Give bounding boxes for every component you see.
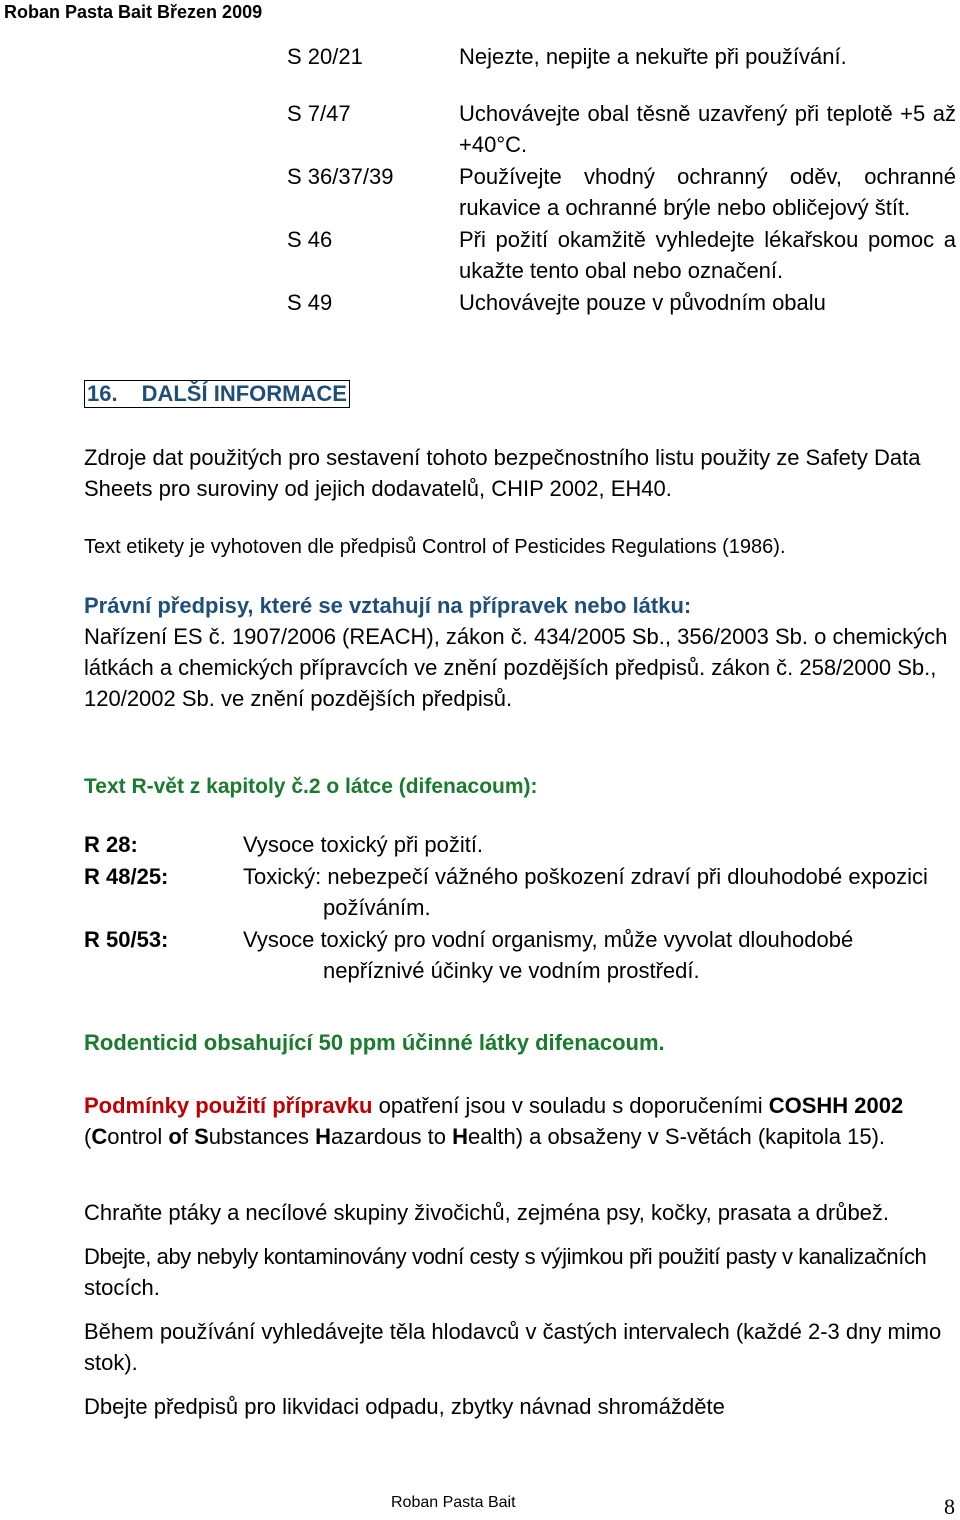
rodenticide-statement: Rodenticid obsahující 50 ppm účinné látky difenacoum.: [84, 1030, 665, 1055]
r-phrase-code: R 50/53:: [84, 927, 169, 952]
page-footer: Roban Pasta Bait: [391, 1494, 516, 1511]
text-fragment: azardous to: [331, 1124, 453, 1149]
s-phrase-text: +40°C.: [459, 132, 528, 157]
r-phrase-text: Toxický: nebezpečí vážného poškození zdraví při dlouhodobé expozici: [243, 864, 928, 889]
r-phrase-code: R 28:: [84, 832, 138, 857]
section-number: 16.: [87, 381, 118, 406]
s-phrase-code: S 20/21: [287, 44, 363, 69]
sources-line: Zdroje dat použitých pro sestavení tohoto bezpečnostního listu použity ze Safety Data: [84, 445, 921, 470]
conditions-text: opatření jsou v souladu s doporučeními: [372, 1093, 769, 1118]
s-phrase-text: rukavice a ochranné brýle nebo obličejový štít.: [459, 195, 911, 220]
text-fragment: ontrol: [107, 1124, 169, 1149]
text-fragment: H: [452, 1124, 469, 1149]
text-fragment: (: [84, 1124, 92, 1149]
legal-line: 120/2002 Sb. ve znění pozdějších předpisů.: [84, 686, 513, 711]
note-paragraph: Dbejte, aby nebyly kontaminovány vodní cesty s výjimkou při použití pasty v kanalizačních: [84, 1244, 927, 1269]
s-phrase-text: Při požití okamžitě vyhledejte lékařskou pomoc a: [459, 227, 956, 252]
r-phrase-text: požíváním.: [323, 895, 431, 920]
s-phrase-text: Uchovávejte obal těsně uzavřený při teplotě +5 až: [459, 101, 956, 126]
s-phrase-text: ukažte tento obal nebo označení.: [459, 258, 784, 283]
note-paragraph: Během používání vyhledávejte těla hlodavců v častých intervalech (každé 2-3 dny mimo: [84, 1319, 942, 1344]
note-paragraph: stocích.: [84, 1275, 160, 1300]
section-title-text: DALŠÍ INFORMACE: [141, 381, 347, 406]
s-phrase-text: Nejezte, nepijte a nekuřte při používání.: [459, 44, 847, 69]
text-fragment: H: [315, 1124, 332, 1149]
legal-line: látkách a chemických přípravcích ve znění pozdějších předpisů. zákon č. 258/2000 Sb.,: [84, 655, 937, 680]
s-phrase-text: Používejte vhodný ochranný oděv, ochranné: [459, 164, 956, 189]
section-title: [84, 380, 350, 408]
conditions-label: Podmínky použití přípravku: [84, 1093, 373, 1118]
label-text-paragraph: Text etikety je vyhotoven dle předpisů Control of Pesticides Regulations (1986).: [84, 536, 786, 558]
text-fragment: ubstances: [208, 1124, 316, 1149]
conditions-paragraph: [84, 1093, 903, 1119]
note-paragraph: Chraňte ptáky a necílové skupiny živočichů, zejména psy, kočky, prasata a drůbež.: [84, 1200, 890, 1225]
r-phrase-code: R 48/25:: [84, 864, 169, 889]
r-phrase-text: Vysoce toxický při požití.: [243, 832, 484, 857]
legal-heading: Právní předpisy, které se vztahují na přípravek nebo látku:: [84, 593, 692, 618]
r-phrase-text: Vysoce toxický pro vodní organismy, může vyvolat dlouhodobé: [243, 927, 854, 952]
note-paragraph: stok).: [84, 1350, 138, 1375]
s-phrase-code: S 46: [287, 227, 333, 252]
s-phrase-code: S 36/37/39: [287, 164, 394, 189]
text-fragment: S: [194, 1124, 209, 1149]
s-phrase-code: S 49: [287, 290, 333, 315]
coshh-reference: COSHH 2002: [768, 1093, 904, 1118]
text-fragment: o: [168, 1124, 182, 1149]
note-paragraph: Dbejte předpisů pro likvidaci odpadu, zbytky návnad shromážděte: [84, 1394, 725, 1419]
text-fragment: C: [91, 1124, 108, 1149]
page-number: 8: [944, 1494, 955, 1519]
r-phrase-text: nepříznivé účinky ve vodním prostředí.: [323, 958, 700, 983]
conditions-line-2: [84, 1124, 885, 1150]
text-fragment: ealth) a obsaženy v S-větách (kapitola 15).: [468, 1124, 886, 1149]
s-phrase-text: Uchovávejte pouze v původním obalu: [459, 290, 826, 315]
legal-line: Nařízení ES č. 1907/2006 (REACH), zákon č. 434/2005 Sb., 356/2003 Sb. o chemických: [84, 624, 948, 649]
text-fragment: f: [181, 1124, 195, 1149]
r-phrases-heading: Text R-vět z kapitoly č.2 o látce (difenacoum):: [84, 775, 538, 798]
s-phrase-code: S 7/47: [287, 101, 351, 126]
sources-line: Sheets pro suroviny od jejich dodavatelů, CHIP 2002, EH40.: [84, 476, 672, 501]
page-header: Roban Pasta Bait Březen 2009: [4, 2, 263, 22]
